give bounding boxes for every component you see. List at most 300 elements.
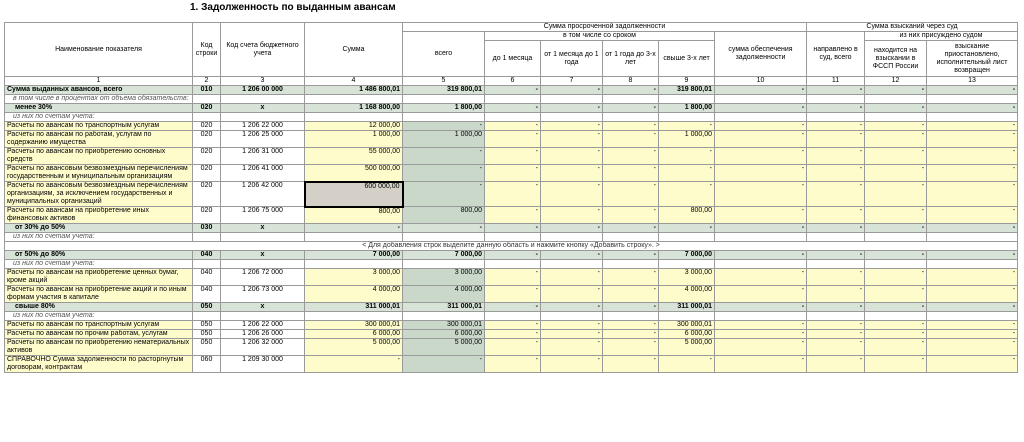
value-cell-c8[interactable]: - [603, 148, 659, 165]
value-cell-c9[interactable]: - [659, 122, 715, 131]
empty-cell [807, 113, 865, 122]
row-code: 020 [193, 131, 221, 148]
subheading-cell: из них по счетам учета: [5, 312, 193, 321]
value-cell-sum[interactable]: 500 000,00 [305, 165, 403, 182]
column-number: 13 [927, 77, 1018, 86]
value-cell-c11[interactable]: - [807, 182, 865, 207]
empty-cell [927, 233, 1018, 242]
value-cell-total[interactable]: - [403, 148, 485, 165]
value-cell-sum[interactable]: 12 000,00 [305, 122, 403, 131]
value-cell-c6: - [485, 251, 541, 260]
value-cell-c7: - [541, 303, 603, 312]
header-court-group: Сумма взысканий через суд [807, 23, 1018, 32]
value-cell-c8[interactable]: - [603, 122, 659, 131]
row-name[interactable]: Расчеты по авансам по работам, услугам по содержанию имущества [5, 131, 193, 148]
value-cell-c9[interactable]: 6 000,00 [659, 330, 715, 339]
value-cell-total[interactable]: 1 000,00 [403, 131, 485, 148]
value-cell-c8: - [603, 86, 659, 95]
value-cell-c13: - [927, 251, 1018, 260]
value-cell-c9[interactable]: - [659, 165, 715, 182]
row-name[interactable]: СПРАВОЧНО Сумма задолженности по расторгнутым договорам, контрактам [5, 356, 193, 373]
value-cell-c13[interactable]: - [927, 182, 1018, 207]
value-cell-c8[interactable]: - [603, 269, 659, 286]
value-cell-c10[interactable]: - [715, 148, 807, 165]
value-cell-c13[interactable]: - [927, 148, 1018, 165]
value-cell-c12[interactable]: - [865, 165, 927, 182]
row-name[interactable]: Расчеты по авансам по транспортным услугам [5, 321, 193, 330]
value-cell-total[interactable]: 300 000,01 [403, 321, 485, 330]
empty-cell [865, 95, 927, 104]
value-cell-c12[interactable]: - [865, 321, 927, 330]
value-cell-c13: - [927, 104, 1018, 113]
empty-cell [193, 113, 221, 122]
value-cell-c9: 311 000,01 [659, 303, 715, 312]
account-code: 1 206 32 000 [221, 339, 305, 356]
value-cell-c6[interactable]: - [485, 182, 541, 207]
column-number: 5 [403, 77, 485, 86]
row-name: от 50% до 80% [5, 251, 193, 260]
value-cell-c13: - [927, 86, 1018, 95]
value-cell-c6[interactable]: - [485, 339, 541, 356]
value-cell-c9[interactable]: 300 000,01 [659, 321, 715, 330]
column-number: 10 [715, 77, 807, 86]
empty-cell [807, 312, 865, 321]
value-cell-sum: 7 000,00 [305, 251, 403, 260]
value-cell-c7: - [541, 251, 603, 260]
value-cell-c12[interactable]: - [865, 356, 927, 373]
value-cell-c11[interactable]: - [807, 165, 865, 182]
empty-cell [305, 95, 403, 104]
value-cell-c6: - [485, 224, 541, 233]
table-row [5, 321, 1018, 330]
value-cell-c10[interactable]: - [715, 321, 807, 330]
row-name: Сумма выданных авансов, всего [5, 86, 193, 95]
value-cell-c8[interactable]: - [603, 321, 659, 330]
empty-cell [715, 233, 807, 242]
value-cell-c12[interactable]: - [865, 269, 927, 286]
value-cell-c13[interactable]: - [927, 339, 1018, 356]
value-cell-c7[interactable]: - [541, 269, 603, 286]
row-code: 050 [193, 339, 221, 356]
value-cell-sum[interactable]: 1 000,00 [305, 131, 403, 148]
value-cell-sum[interactable]: 5 000,00 [305, 339, 403, 356]
value-cell-c7[interactable]: - [541, 131, 603, 148]
empty-cell [305, 260, 403, 269]
row-code: 020 [193, 165, 221, 182]
table-row [5, 251, 1018, 260]
empty-cell [305, 113, 403, 122]
value-cell-c6[interactable]: - [485, 269, 541, 286]
row-code: 040 [193, 251, 221, 260]
row-code: 010 [193, 86, 221, 95]
value-cell-c7[interactable]: - [541, 122, 603, 131]
value-cell-sum[interactable]: 6 000,00 [305, 330, 403, 339]
header-suspended: взыскание приостановлено, исполнительный лист возвращен [927, 41, 1018, 77]
value-cell-c6: - [485, 104, 541, 113]
table-row [5, 165, 1018, 182]
value-cell-c12: - [865, 224, 927, 233]
column-number: 1 [5, 77, 193, 86]
value-cell-c13[interactable]: - [927, 131, 1018, 148]
value-cell-c6[interactable]: - [485, 148, 541, 165]
value-cell-c7[interactable]: - [541, 165, 603, 182]
value-cell-c9: - [659, 224, 715, 233]
value-cell-c6[interactable]: - [485, 165, 541, 182]
value-cell-c11[interactable]: - [807, 356, 865, 373]
row-code: 050 [193, 303, 221, 312]
column-number: 9 [659, 77, 715, 86]
value-cell-sum[interactable]: 55 000,00 [305, 148, 403, 165]
empty-cell [927, 312, 1018, 321]
value-cell-c8: - [603, 104, 659, 113]
value-cell-c13: - [927, 303, 1018, 312]
value-cell-c6[interactable]: - [485, 321, 541, 330]
header-account: Код счета бюджетного учета [221, 23, 305, 77]
row-code: 030 [193, 224, 221, 233]
account-code: 1 206 25 000 [221, 131, 305, 148]
empty-cell [927, 113, 1018, 122]
value-cell-c12: - [865, 303, 927, 312]
row-code: 020 [193, 182, 221, 207]
value-cell-c8[interactable]: - [603, 131, 659, 148]
empty-cell [659, 233, 715, 242]
value-cell-c7: - [541, 86, 603, 95]
row-name[interactable]: Расчеты по авансам на приобретение ценных бумаг, кроме акций [5, 269, 193, 286]
value-cell-c9[interactable]: 4 000,00 [659, 286, 715, 303]
header-fssp: находится на взыскании в ФССП России [865, 41, 927, 77]
value-cell-c6[interactable]: - [485, 131, 541, 148]
advances-debt-table [4, 22, 1018, 373]
empty-cell [541, 260, 603, 269]
empty-cell [193, 233, 221, 242]
empty-cell [485, 260, 541, 269]
table-row [5, 233, 1018, 242]
row-name[interactable]: Расчеты по авансам по транспортным услугам [5, 122, 193, 131]
empty-cell [865, 312, 927, 321]
value-cell-sum[interactable]: 800,00 [305, 207, 403, 224]
table-row [5, 269, 1018, 286]
value-cell-c9[interactable]: - [659, 182, 715, 207]
empty-cell [865, 233, 927, 242]
value-cell-c9[interactable]: 1 000,00 [659, 131, 715, 148]
header-name: Наименование показателя [5, 23, 193, 77]
empty-cell [403, 233, 485, 242]
empty-cell [403, 113, 485, 122]
value-cell-c13[interactable]: - [927, 286, 1018, 303]
table-row [5, 339, 1018, 356]
table-row [5, 207, 1018, 224]
value-cell-sum: 1 486 800,01 [305, 86, 403, 95]
empty-cell [659, 312, 715, 321]
table-body [5, 86, 1018, 373]
value-cell-c11: - [807, 251, 865, 260]
value-cell-c10[interactable]: - [715, 122, 807, 131]
value-cell-c12[interactable]: - [865, 182, 927, 207]
row-name[interactable]: Расчеты по авансам на приобретение акций и по иным формам участия в капитале [5, 286, 193, 303]
row-code: 040 [193, 286, 221, 303]
value-cell-sum: 1 168 800,00 [305, 104, 403, 113]
header-1m-1y: от 1 месяца до 1 года [541, 41, 603, 77]
empty-cell [541, 95, 603, 104]
value-cell-c8[interactable]: - [603, 330, 659, 339]
add-row-hint[interactable]: < Для добавления строк выделите данную область и нажмите кнопку «Добавить строку». > [5, 242, 1018, 251]
table-row [5, 303, 1018, 312]
subheading-cell: из них по счетам учета: [5, 260, 193, 269]
value-cell-c9[interactable]: 3 000,00 [659, 269, 715, 286]
value-cell-c6: - [485, 303, 541, 312]
subheading-cell: в том числе в процентах от объема обязательств: [5, 95, 193, 104]
value-cell-total: 1 800,00 [403, 104, 485, 113]
row-name: свыше 80% [5, 303, 193, 312]
row-name[interactable]: Расчеты по авансовым безвозмездным перечислениям государственным и муниципальным организациям [5, 165, 193, 182]
column-numbers-row [5, 77, 1018, 86]
value-cell-c11[interactable]: - [807, 207, 865, 224]
row-code: 020 [193, 148, 221, 165]
value-cell-c9: 319 800,01 [659, 86, 715, 95]
value-cell-c10[interactable]: - [715, 339, 807, 356]
row-code: 050 [193, 321, 221, 330]
account-code: x [221, 251, 305, 260]
value-cell-c10[interactable]: - [715, 356, 807, 373]
value-cell-c8: - [603, 224, 659, 233]
value-cell-c8[interactable]: - [603, 182, 659, 207]
value-cell-total[interactable]: - [403, 122, 485, 131]
column-number: 6 [485, 77, 541, 86]
value-cell-c13[interactable]: - [927, 321, 1018, 330]
empty-cell [659, 113, 715, 122]
value-cell-sum[interactable]: - [305, 356, 403, 373]
empty-cell [485, 95, 541, 104]
column-number: 4 [305, 77, 403, 86]
value-cell-c11[interactable]: - [807, 269, 865, 286]
header-by-term: в том числе со сроком [485, 32, 715, 41]
empty-cell [221, 312, 305, 321]
value-cell-c8: - [603, 303, 659, 312]
value-cell-c9[interactable]: 5 000,00 [659, 339, 715, 356]
value-cell-c13: - [927, 224, 1018, 233]
value-cell-c8[interactable]: - [603, 286, 659, 303]
value-cell-sum[interactable]: 600 000,00 [305, 182, 403, 207]
row-code: 040 [193, 269, 221, 286]
value-cell-c12[interactable]: - [865, 131, 927, 148]
value-cell-c7[interactable]: - [541, 321, 603, 330]
value-cell-c9: 1 800,00 [659, 104, 715, 113]
value-cell-c12[interactable]: - [865, 330, 927, 339]
account-code: x [221, 104, 305, 113]
empty-cell [403, 312, 485, 321]
header-sum: Сумма [305, 23, 403, 77]
table-row [5, 148, 1018, 165]
value-cell-c9: 7 000,00 [659, 251, 715, 260]
value-cell-c12[interactable]: - [865, 207, 927, 224]
table-row [5, 356, 1018, 373]
table-row [5, 86, 1018, 95]
page-title: 1. Задолженность по выданным авансам [190, 2, 396, 13]
column-number: 12 [865, 77, 927, 86]
value-cell-c11[interactable]: - [807, 122, 865, 131]
value-cell-c9[interactable]: - [659, 356, 715, 373]
value-cell-c11[interactable]: - [807, 148, 865, 165]
row-code: 020 [193, 207, 221, 224]
empty-cell [659, 95, 715, 104]
value-cell-total[interactable]: 800,00 [403, 207, 485, 224]
table-row [5, 330, 1018, 339]
row-name: менее 30% [5, 104, 193, 113]
empty-cell [485, 113, 541, 122]
table-header [5, 23, 1018, 86]
value-cell-c12[interactable]: - [865, 122, 927, 131]
value-cell-c9[interactable]: - [659, 148, 715, 165]
value-cell-c8[interactable]: - [603, 207, 659, 224]
table-row [5, 286, 1018, 303]
value-cell-c10: - [715, 86, 807, 95]
value-cell-sum[interactable]: 3 000,00 [305, 269, 403, 286]
row-name[interactable]: Расчеты по авансам по приобретению нематериальных активов [5, 339, 193, 356]
table-row [5, 104, 1018, 113]
header-security: сумма обеспечения задолженности [715, 32, 807, 77]
value-cell-c10: - [715, 251, 807, 260]
empty-cell [927, 95, 1018, 104]
value-cell-c6[interactable]: - [485, 330, 541, 339]
value-cell-total[interactable]: - [403, 182, 485, 207]
value-cell-total[interactable]: - [403, 165, 485, 182]
empty-cell [715, 95, 807, 104]
value-cell-c10[interactable]: - [715, 286, 807, 303]
value-cell-total[interactable]: 5 000,00 [403, 339, 485, 356]
value-cell-c12[interactable]: - [865, 148, 927, 165]
account-code: 1 206 75 000 [221, 207, 305, 224]
value-cell-c10[interactable]: - [715, 330, 807, 339]
value-cell-c7[interactable]: - [541, 207, 603, 224]
value-cell-c12[interactable]: - [865, 286, 927, 303]
value-cell-c9[interactable]: 800,00 [659, 207, 715, 224]
empty-cell [865, 113, 927, 122]
value-cell-c13[interactable]: - [927, 356, 1018, 373]
value-cell-c13[interactable]: - [927, 269, 1018, 286]
value-cell-c8[interactable]: - [603, 339, 659, 356]
value-cell-c10[interactable]: - [715, 269, 807, 286]
column-number: 8 [603, 77, 659, 86]
value-cell-c12[interactable]: - [865, 339, 927, 356]
value-cell-c8[interactable]: - [603, 165, 659, 182]
account-code: x [221, 303, 305, 312]
empty-cell [221, 95, 305, 104]
value-cell-c11[interactable]: - [807, 321, 865, 330]
account-code: 1 206 22 000 [221, 122, 305, 131]
column-number: 7 [541, 77, 603, 86]
account-code: 1 209 30 000 [221, 356, 305, 373]
value-cell-c7[interactable]: - [541, 286, 603, 303]
value-cell-total[interactable]: 6 000,00 [403, 330, 485, 339]
account-code: x [221, 224, 305, 233]
value-cell-c8[interactable]: - [603, 356, 659, 373]
value-cell-total: 311 000,01 [403, 303, 485, 312]
empty-cell [807, 233, 865, 242]
value-cell-c10: - [715, 104, 807, 113]
value-cell-total[interactable]: - [403, 356, 485, 373]
value-cell-c10[interactable]: - [715, 131, 807, 148]
empty-cell [807, 95, 865, 104]
value-cell-c7[interactable]: - [541, 148, 603, 165]
row-name: от 30% до 50% [5, 224, 193, 233]
value-cell-c13[interactable]: - [927, 165, 1018, 182]
value-cell-c13[interactable]: - [927, 122, 1018, 131]
value-cell-c11[interactable]: - [807, 131, 865, 148]
account-code: 1 206 72 000 [221, 269, 305, 286]
header-court-total: направлено в суд, всего [807, 32, 865, 77]
account-code: 1 206 22 000 [221, 321, 305, 330]
value-cell-total: 7 000,00 [403, 251, 485, 260]
value-cell-c6[interactable]: - [485, 356, 541, 373]
empty-cell [715, 312, 807, 321]
empty-cell [221, 113, 305, 122]
empty-cell [193, 312, 221, 321]
value-cell-total[interactable]: 4 000,00 [403, 286, 485, 303]
subheading-cell: из них по счетам учета: [5, 233, 193, 242]
table-row [5, 95, 1018, 104]
row-name[interactable]: Расчеты по авансам на приобретение иных финансовых активов [5, 207, 193, 224]
value-cell-sum[interactable]: 300 000,01 [305, 321, 403, 330]
table-row [5, 131, 1018, 148]
empty-cell [715, 113, 807, 122]
value-cell-sum: - [305, 224, 403, 233]
row-name[interactable]: Расчеты по авансовым безвозмездным перечислениям организациям, за исключением государственных и муниципальных организаций [5, 182, 193, 207]
empty-cell [603, 113, 659, 122]
empty-cell [603, 312, 659, 321]
value-cell-c11: - [807, 224, 865, 233]
value-cell-c7[interactable]: - [541, 330, 603, 339]
table-row [5, 122, 1018, 131]
value-cell-c10[interactable]: - [715, 182, 807, 207]
value-cell-sum[interactable]: 4 000,00 [305, 286, 403, 303]
row-name[interactable]: Расчеты по авансам по приобретению основных средств [5, 148, 193, 165]
value-cell-c7[interactable]: - [541, 182, 603, 207]
empty-cell [603, 233, 659, 242]
value-cell-c7[interactable]: - [541, 356, 603, 373]
empty-cell [485, 312, 541, 321]
account-code: 1 206 42 000 [221, 182, 305, 207]
value-cell-c6[interactable]: - [485, 286, 541, 303]
value-cell-c10[interactable]: - [715, 165, 807, 182]
value-cell-c6[interactable]: - [485, 207, 541, 224]
value-cell-c6[interactable]: - [485, 122, 541, 131]
value-cell-c13[interactable]: - [927, 330, 1018, 339]
value-cell-sum: 311 000,01 [305, 303, 403, 312]
row-name[interactable]: Расчеты по авансам по прочим работам, услугам [5, 330, 193, 339]
value-cell-c10: - [715, 303, 807, 312]
column-number: 2 [193, 77, 221, 86]
empty-cell [659, 260, 715, 269]
column-number: 11 [807, 77, 865, 86]
value-cell-c11: - [807, 86, 865, 95]
value-cell-c13[interactable]: - [927, 207, 1018, 224]
value-cell-c12: - [865, 251, 927, 260]
value-cell-c11[interactable]: - [807, 339, 865, 356]
value-cell-c7: - [541, 104, 603, 113]
value-cell-c11[interactable]: - [807, 286, 865, 303]
empty-cell [221, 233, 305, 242]
value-cell-c10[interactable]: - [715, 207, 807, 224]
value-cell-c7[interactable]: - [541, 339, 603, 356]
value-cell-c8: - [603, 251, 659, 260]
value-cell-total[interactable]: 3 000,00 [403, 269, 485, 286]
empty-cell [603, 260, 659, 269]
empty-cell [193, 95, 221, 104]
value-cell-c11[interactable]: - [807, 330, 865, 339]
column-number: 3 [221, 77, 305, 86]
empty-cell [603, 95, 659, 104]
header-over-3y: свыше 3-х лет [659, 41, 715, 77]
